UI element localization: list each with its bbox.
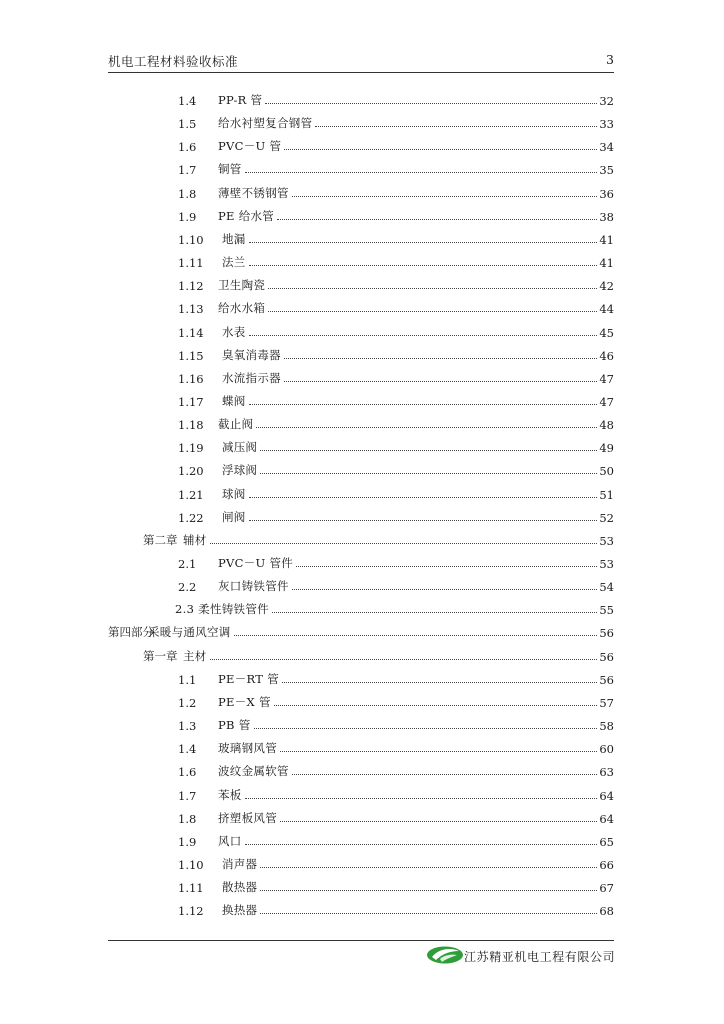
toc-entry-page: 44 [599, 302, 614, 317]
footer-divider [108, 940, 614, 941]
toc-entry-title: 散热器 [218, 880, 258, 895]
toc-dot-leader [249, 335, 598, 336]
toc-entry-page: 35 [599, 163, 614, 178]
toc-entry-number: 1.10 [178, 232, 204, 247]
toc-dot-leader [265, 103, 597, 104]
toc-entry-title: 灰口铸铁管件 [218, 579, 289, 594]
toc-entry-title: 给水衬塑复合钢管 [218, 116, 313, 131]
toc-entry-title: PE－X 管 [218, 694, 271, 709]
toc-entry[interactable] [178, 877, 614, 895]
toc-dot-leader [249, 242, 598, 243]
toc-entry-number: 1.20 [178, 464, 204, 479]
toc-entry[interactable] [178, 113, 614, 131]
toc-dot-leader [292, 774, 598, 775]
toc-entry-number: 1.22 [178, 510, 204, 525]
toc-entry[interactable] [178, 275, 614, 293]
toc-dot-leader [260, 450, 597, 451]
toc-dot-leader [272, 612, 597, 613]
toc-entry[interactable] [178, 900, 614, 918]
toc-entry-number: 1.8 [178, 186, 197, 201]
toc-entry-title: 采暖与通风空调 [148, 625, 231, 640]
toc-dot-leader [282, 682, 597, 683]
toc-entry-page: 57 [599, 695, 614, 710]
toc-entry-title: 浮球阀 [218, 463, 258, 478]
toc-dot-leader [277, 219, 597, 220]
toc-entry-title: 球阀 [218, 486, 246, 501]
toc-entry-title: 换热器 [218, 903, 258, 918]
toc-entry[interactable] [178, 90, 614, 108]
toc-entry-title: PB 管 [218, 718, 251, 733]
toc-dot-leader [292, 196, 598, 197]
toc-dot-leader [245, 172, 598, 173]
toc-entry-page: 63 [599, 765, 614, 780]
toc-entry[interactable] [178, 391, 614, 409]
toc-entry-number: 第二章 [143, 532, 178, 547]
toc-entry-page: 41 [599, 256, 614, 271]
toc-dot-leader [249, 404, 598, 405]
toc-entry[interactable] [178, 322, 614, 340]
toc-entry-page: 32 [599, 94, 614, 108]
toc-entry[interactable] [178, 460, 614, 478]
toc-entry-title: 主材 [183, 648, 207, 663]
toc-dot-leader [245, 844, 598, 845]
toc-entry-page: 51 [599, 487, 614, 502]
toc-entry[interactable] [178, 206, 614, 224]
toc-dot-leader [284, 358, 597, 359]
toc-entry[interactable] [178, 576, 614, 594]
toc-dot-leader [274, 705, 598, 706]
toc-dot-leader [249, 265, 598, 266]
toc-entry-title: 给水水箱 [218, 301, 266, 316]
toc-dot-leader [260, 913, 597, 914]
toc-entry[interactable] [178, 785, 614, 803]
toc-entry-number: 1.12 [178, 279, 204, 294]
toc-dot-leader [296, 566, 597, 567]
toc-entry[interactable] [178, 669, 614, 687]
toc-dot-leader [249, 497, 598, 498]
toc-entry-title: 挤塑板风管 [218, 810, 277, 825]
toc-entry-page: 46 [599, 348, 614, 363]
toc-entry-page: 56 [599, 672, 614, 687]
toc-entry-page: 45 [599, 325, 614, 340]
toc-entry[interactable] [178, 692, 614, 710]
toc-entry-page: 60 [599, 742, 614, 757]
toc-entry-number: 1.13 [178, 302, 204, 317]
toc-entry-number: 1.19 [178, 441, 204, 456]
toc-dot-leader [254, 728, 598, 729]
toc-entry-title: PE－RT 管 [218, 671, 280, 686]
toc-entry-number: 第一章 [143, 648, 178, 663]
toc-entry-page: 64 [599, 811, 614, 826]
toc-entry-number: 1.4 [178, 94, 197, 108]
toc-entry[interactable] [175, 599, 614, 617]
toc-entry[interactable] [178, 738, 614, 756]
toc-entry-page: 64 [599, 788, 614, 803]
toc-dot-leader [245, 798, 598, 799]
toc-entry[interactable] [178, 229, 614, 247]
toc-entry[interactable] [178, 414, 614, 432]
toc-entry-number: 1.12 [178, 904, 204, 919]
toc-entry-page: 53 [599, 557, 614, 571]
toc-dot-leader [280, 751, 597, 752]
toc-entry-page: 38 [599, 209, 614, 224]
toc-entry[interactable] [178, 484, 614, 502]
toc-dot-leader [292, 589, 598, 590]
toc-entry-page: 66 [599, 857, 614, 872]
company-logo-icon [426, 945, 464, 965]
toc-entry[interactable] [178, 345, 614, 363]
toc-entry-title: 卫生陶瓷 [218, 278, 266, 293]
toc-entry-page: 49 [599, 441, 614, 456]
toc-entry-number: 1.1 [178, 672, 197, 687]
page-number: 3 [606, 52, 614, 67]
toc-entry-title: PP-R 管 [218, 93, 263, 107]
toc-entry-number: 1.4 [178, 742, 197, 757]
toc-entry-number: 2.2 [178, 580, 197, 595]
toc-entry-title: 蝶阀 [218, 393, 246, 408]
toc-entry[interactable] [178, 159, 614, 177]
toc-entry-page: 56 [599, 649, 614, 664]
toc-entry-number: 1.18 [178, 418, 204, 433]
toc-entry-title: PVC－U 管 [218, 139, 282, 154]
toc-entry-page: 36 [599, 186, 614, 201]
toc-entry[interactable] [178, 808, 614, 826]
toc-dot-leader [315, 126, 597, 127]
document-title: 机电工程材料验收标准 [108, 54, 239, 69]
toc-entry[interactable] [178, 553, 614, 571]
toc-entry[interactable] [108, 622, 614, 640]
toc-dot-leader [268, 288, 597, 289]
toc-entry-page: 33 [599, 117, 614, 132]
toc-entry-number: 1.17 [178, 394, 204, 409]
toc-entry-page: 34 [599, 140, 614, 155]
toc-entry-title: 风口 [218, 833, 242, 848]
toc-entry-title: 玻璃钢风管 [218, 741, 277, 756]
toc-dot-leader [284, 381, 597, 382]
toc-entry-title: 截止阀 [218, 417, 254, 432]
toc-entry[interactable] [178, 831, 614, 849]
toc-dot-leader [284, 149, 597, 150]
toc-dot-leader [268, 311, 597, 312]
toc-entry-number: 1.14 [178, 325, 204, 340]
toc-entry-page: 42 [599, 279, 614, 294]
toc-entry-title: 薄壁不锈钢管 [218, 185, 289, 200]
toc-dot-leader [210, 543, 598, 544]
toc-entry-page: 48 [599, 418, 614, 433]
toc-entry-title: 地漏 [218, 231, 246, 246]
toc-entry-number: 1.10 [178, 857, 204, 872]
toc-dot-leader [260, 890, 597, 891]
toc-entry-page: 58 [599, 719, 614, 734]
toc-entry-title: PVC－U 管件 [218, 556, 294, 570]
toc-entry-number: 1.7 [178, 163, 197, 178]
toc-entry[interactable] [178, 507, 614, 525]
toc-dot-leader [256, 427, 597, 428]
toc-entry[interactable] [178, 183, 614, 201]
toc-dot-leader [210, 659, 598, 660]
toc-entry-number: 1.16 [178, 371, 204, 386]
toc-entry-title: 波纹金属软管 [218, 764, 289, 779]
toc-entry-number: 1.9 [178, 834, 197, 849]
toc-dot-leader [280, 821, 597, 822]
toc-entry[interactable] [178, 298, 614, 316]
toc-entry[interactable] [178, 136, 614, 154]
toc-entry-page: 53 [599, 533, 614, 548]
toc-entry-title: 铜管 [218, 162, 242, 177]
toc-dot-leader [260, 867, 597, 868]
toc-entry-number: 1.6 [178, 140, 197, 155]
toc-entry[interactable] [178, 715, 614, 733]
toc-entry-page: 55 [599, 603, 614, 618]
toc-entry-page: 47 [599, 371, 614, 386]
toc-entry[interactable] [178, 252, 614, 270]
toc-entry[interactable] [143, 646, 614, 664]
toc-entry-title: 2.3 柔性铸铁管件 [175, 602, 269, 617]
toc-entry-title: 臭氧消毒器 [218, 347, 281, 362]
toc-dot-leader [249, 520, 598, 521]
toc-entry-title: 水表 [218, 324, 246, 339]
toc-entry-page: 47 [599, 394, 614, 409]
toc-entry-page: 41 [599, 232, 614, 247]
toc-entry[interactable] [178, 368, 614, 386]
toc-entry-number: 1.2 [178, 695, 197, 710]
toc-entry-page: 67 [599, 881, 614, 896]
toc-entry-page: 50 [599, 464, 614, 479]
toc-entry-number: 2.1 [178, 557, 197, 571]
toc-entry[interactable] [178, 854, 614, 872]
toc-entry-number: 1.9 [178, 209, 197, 224]
toc-entry-number: 1.7 [178, 788, 197, 803]
toc-entry-number: 1.6 [178, 765, 197, 780]
page-header [108, 52, 614, 72]
toc-entry-number: 1.21 [178, 487, 204, 502]
toc-entry-number: 1.8 [178, 811, 197, 826]
toc-entry-page: 68 [599, 904, 614, 919]
toc-entry-number: 1.3 [178, 719, 197, 734]
company-name: 江苏精亚机电工程有限公司 [464, 950, 616, 964]
toc-dot-leader [234, 635, 598, 636]
header-divider [108, 72, 614, 73]
toc-entry[interactable] [178, 761, 614, 779]
toc-entry-page: 52 [599, 510, 614, 525]
toc-entry[interactable] [143, 530, 614, 548]
toc-entry-title: 水流指示器 [218, 370, 281, 385]
toc-entry-number: 第四部分 [108, 625, 154, 640]
toc-entry-page: 56 [599, 626, 614, 641]
toc-entry-title: 闸阀 [218, 509, 246, 524]
toc-entry-title: 辅材 [183, 532, 207, 547]
toc-entry-title: 消声器 [218, 856, 258, 871]
toc-entry-title: 减压阀 [218, 440, 258, 455]
toc-entry-title: 苯板 [218, 787, 242, 802]
toc-entry-title: 法兰 [218, 255, 246, 270]
toc-entry-page: 65 [599, 834, 614, 849]
toc-dot-leader [260, 473, 597, 474]
toc-entry-number: 1.5 [178, 117, 197, 132]
toc-entry-number: 1.11 [178, 256, 204, 271]
toc-entry-title: PE 给水管 [218, 208, 275, 223]
toc-entry[interactable] [178, 437, 614, 455]
toc-entry-page: 54 [599, 580, 614, 595]
toc-entry-number: 1.11 [178, 881, 204, 896]
toc-entry-number: 1.15 [178, 348, 204, 363]
